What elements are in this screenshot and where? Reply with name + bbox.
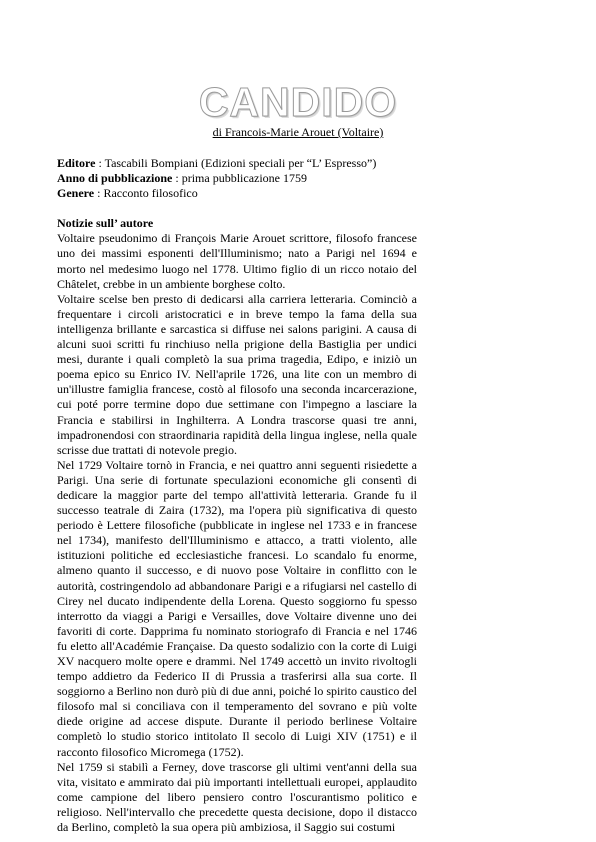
meta-value: : Tascabili Bompiani (Edizioni speciali per “L’ Espresso”) — [95, 156, 377, 170]
meta-genre — [57, 186, 417, 201]
section-title: Notizie sull’ autore — [57, 216, 154, 231]
meta-label: Editore — [57, 156, 96, 170]
meta-value: : prima pubblicazione 1759 — [172, 171, 308, 186]
meta-publisher — [57, 156, 417, 171]
author-bio — [57, 231, 417, 835]
author-byline: di Francois-Marie Arouet (Voltaire) — [212, 125, 384, 139]
bio-paragraph: Nel 1759 si stabilì a Ferney, dove trascorse gli ultimi vent'anni della sua vita, visitato e ammirato dai più importanti intellettuali europei, applaudito come campione del libero pensiero contro l'oscurantismo politico e religioso. Nell'intervallo che precedette questa decisione, dopo il distacco da Berlino, completò la sua opera più ambiziosa, il Saggio sui costumi — [57, 759, 417, 835]
meta-value: : Racconto filosofico — [94, 186, 198, 201]
meta-year — [57, 171, 417, 186]
document-title: CANDIDO — [198, 79, 398, 125]
spacer — [57, 201, 417, 216]
meta-label: Anno di pubblicazione — [57, 171, 173, 186]
bio-paragraph: Voltaire pseudonimo di François Marie Arouet scrittore, filosofo francese uno dei massimi esponenti dell'Illuminismo; nato a Parigi nel 1694 e morto nel medesimo luogo nel 1778. Ultimo figlio di un ricco notaio del Châtelet, crebbe in un ambiente borghese colto. — [57, 231, 417, 291]
bio-paragraph: Nel 1729 Voltaire tornò in Francia, e nei quattro anni seguenti risiedette a Parigi. Una serie di fortunate speculazioni economiche gli consentì di dedicare la maggior parte del tempo all'attività letteraria. Grande fu il successo teatrale di Zaira (1732), ma l'opera più significativa di questo periodo è Lettere filosofiche (pubblicate in inglese nel 1733 e in francese nel 1734), manifesto dell'Illuminismo e attacco, a tratti violento, alle istituzioni politiche ed ecclesiastiche francesi. Lo scandalo fu enorme, almeno quanto il successo, e di nuovo pose Voltaire in conflitto con le autorità, costringendolo ad abbandonare Parigi e a rifugiarsi nel castello di Cirey nel ducato indipendente della Lorena. Questo soggiorno fu spesso interrotto da viaggi a Parigi e Versailles, dove Voltaire divenne uno dei favoriti di corte. Dapprima fu nominato storiografo di Francia e nel 1746 fu eletto all'Académie Française. Da questo sodalizio con la corte di Luigi XV nacquero molte opere e drammi. Nel 1749 accettò un invito rivoltogli tempo addietro da Federico II di Prussia a trasferirsi alla sua corte. Il soggiorno a Berlino non durò più di due anni, poiché lo spirito caustico del filosofo mal si conciliava con il temperamento del sovrano e più volte diede origine ad accese dispute. Durante il periodo berlinese Voltaire completò lo studio storico intitolato Il secolo di Luigi XIV (1751) e il racconto filosofico Micromega (1752). — [57, 457, 417, 759]
document-body — [57, 156, 417, 835]
bio-paragraph: Voltaire scelse ben presto di dedicarsi alla carriera letteraria. Cominciò a frequentare i circoli aristocratici e in breve tempo la fama della sua intelligenza brillante e sarcastica si diffuse nei salons parigini. A causa di alcuni suoi scritti fu rinchiuso nella prigione della Bastiglia per undici mesi, durante i quali completò la sua prima tragedia, Edipo, e iniziò un poema epico su Enrico IV. Nell'aprile 1726, una lite con un membro di un'illustre famiglia francese, costò al filosofo una seconda incarcerazione, cui poté porre termine dopo due settimane con l'impegno a lasciare la Francia e stabilirsi in Inghilterra. A Londra trascorse quasi tre anni, impadronendosi con straordinaria rapidità della lingua inglese, nella quale scrisse due trattati di notevole pregio. — [57, 291, 417, 457]
meta-label: Genere — [57, 186, 95, 201]
